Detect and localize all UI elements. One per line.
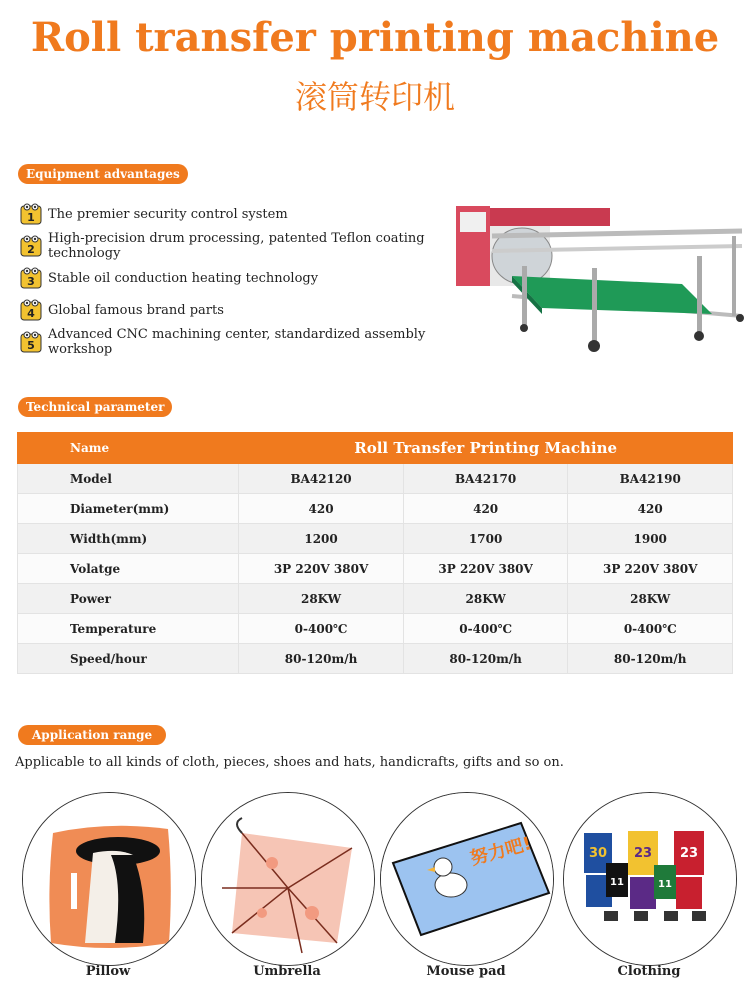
svg-text:3: 3: [27, 275, 35, 288]
application-description: Applicable to all kinds of cloth, pieces, shoes and hats, handicrafts, gifts and so on.: [15, 755, 564, 770]
cell-value: 420: [403, 494, 568, 524]
row-label: Speed/hour: [18, 644, 239, 674]
jersey-number: 11: [658, 879, 672, 890]
cell-value: BA42170: [403, 464, 568, 494]
row-label: Width(mm): [18, 524, 239, 554]
number-badge-icon: [20, 331, 42, 353]
cell-value: 1200: [239, 524, 404, 554]
table-row: [18, 614, 733, 644]
jersey-number: 30: [588, 846, 608, 861]
advantage-text: Advanced CNC machining center, standardized assembly workshop: [48, 327, 426, 357]
mouse-pad-lettering: 努力吧!: [468, 833, 534, 870]
number-badge-icon: [20, 235, 42, 257]
table-row: [18, 584, 733, 614]
jersey-number: 11: [610, 877, 624, 888]
mouse-pad-image: [380, 792, 554, 966]
cell-value: 28KW: [403, 584, 568, 614]
row-label: Diameter(mm): [18, 494, 239, 524]
cell-value: 0-400℃: [568, 614, 733, 644]
advantage-text: High-precision drum processing, patented Teflon coating technology: [48, 231, 425, 261]
table-row: [18, 494, 733, 524]
umbrella-image: [201, 792, 375, 966]
technical-parameter-label: Technical parameter: [18, 397, 172, 417]
row-label: Model: [18, 464, 239, 494]
svg-text:2: 2: [27, 243, 35, 256]
advantages-list: [20, 198, 460, 358]
umbrella-caption: Umbrella: [253, 964, 321, 979]
machine-image: [452, 196, 747, 356]
cell-value: BA42120: [239, 464, 404, 494]
advantage-text: The premier security control system: [48, 206, 288, 222]
cell-value: 3P 220V 380V: [239, 554, 404, 584]
cell-value: 80-120m/h: [239, 644, 404, 674]
table-row: [18, 464, 733, 494]
jersey-number: 23: [633, 846, 653, 861]
cell-value: 3P 220V 380V: [403, 554, 568, 584]
advantage-item: [20, 294, 460, 326]
advantage-item: [20, 262, 460, 294]
svg-text:4: 4: [27, 307, 35, 320]
application-range-label: Application range: [18, 725, 166, 745]
cell-value: 420: [568, 494, 733, 524]
cell-value: BA42190: [568, 464, 733, 494]
number-badge-icon: [20, 203, 42, 225]
number-badge-icon: [20, 267, 42, 289]
jersey-number: 23: [679, 846, 699, 861]
cell-value: 0-400℃: [403, 614, 568, 644]
row-label: Power: [18, 584, 239, 614]
header-title-cell: Roll Transfer Printing Machine: [239, 433, 733, 464]
cell-value: 80-120m/h: [403, 644, 568, 674]
row-label: Volatge: [18, 554, 239, 584]
cell-value: 420: [239, 494, 404, 524]
mouse-pad-caption: Mouse pad: [426, 964, 506, 979]
advantage-text: Stable oil conduction heating technology: [48, 270, 319, 286]
spec-table: [17, 432, 733, 674]
equipment-advantages-label: Equipment advantages: [18, 164, 188, 184]
advantage-text: Global famous brand parts: [48, 302, 224, 318]
cell-value: 0-400℃: [239, 614, 404, 644]
advantage-item: [20, 198, 460, 230]
advantage-item: [20, 230, 460, 262]
table-row: [18, 644, 733, 674]
table-row: [18, 554, 733, 584]
cell-value: 28KW: [568, 584, 733, 614]
clothing-image: [563, 792, 737, 966]
row-label: Temperature: [18, 614, 239, 644]
cell-value: 28KW: [239, 584, 404, 614]
svg-text:5: 5: [27, 339, 35, 352]
pillow-image: [22, 792, 196, 966]
number-badge-icon: [20, 299, 42, 321]
cell-value: 3P 220V 380V: [568, 554, 733, 584]
advantage-item: [20, 326, 460, 358]
cell-value: 80-120m/h: [568, 644, 733, 674]
table-header-row: [18, 433, 733, 464]
page-subtitle: 滚筒转印机: [294, 78, 455, 116]
svg-text:1: 1: [27, 211, 35, 224]
page-title: Roll transfer printing machine: [30, 14, 720, 61]
table-row: [18, 524, 733, 554]
clothing-caption: Clothing: [617, 964, 681, 979]
cell-value: 1700: [403, 524, 568, 554]
header-name-cell: Name: [18, 433, 239, 464]
pillow-caption: Pillow: [85, 964, 131, 979]
cell-value: 1900: [568, 524, 733, 554]
